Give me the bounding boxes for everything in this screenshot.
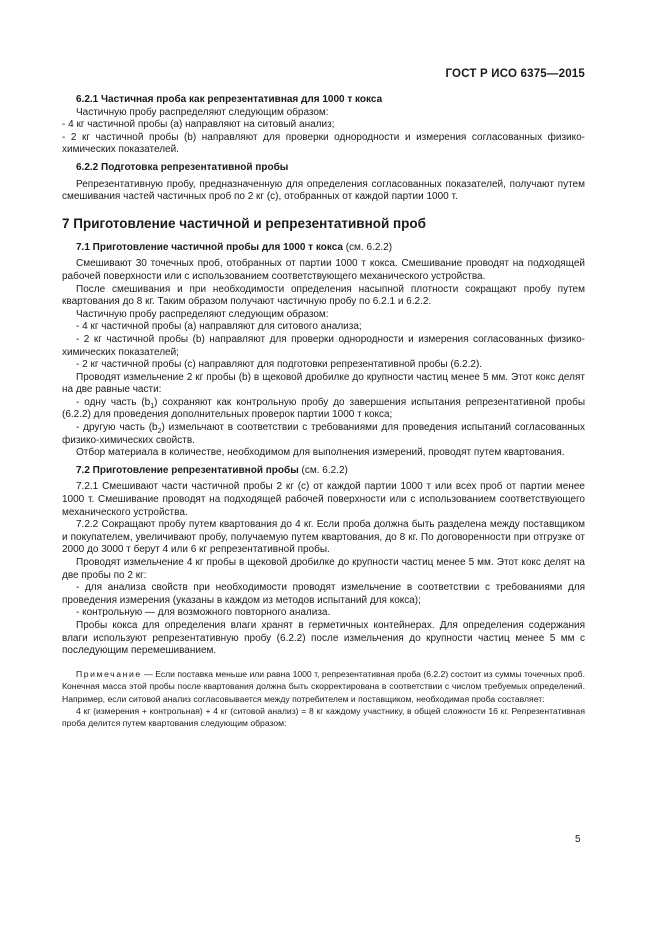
section-7-2-heading: 7.2 Приготовление репрезентативной пробы (76, 464, 299, 476)
note-block (62, 668, 585, 730)
paragraph: Проводят измельчение 2 кг пробы (b) в щековой дробилке до крупности частиц менее 5 мм. Этот кокс делят на две равные части: (62, 371, 585, 396)
paragraph-b2: - другую часть $(b_2)$ измельчают в соответствии с требованиями для проведения испытаний согласованных физико-химических свойств. (62, 422, 585, 446)
paragraph: - контрольную — для возможного повторного анализа. (76, 607, 331, 619)
paragraph: - 2 кг частичной пробы (с) направляют для подготовки репрезентативной пробы (6.2.2). (76, 359, 483, 371)
section-7-1-heading: 7.1 Приготовление частичной пробы для 1000 т кокса (76, 241, 343, 253)
section-7-heading: 7 Приготовление частичной и репрезентативной проб (62, 215, 427, 231)
note-label: Примечание (76, 668, 142, 679)
paragraph-b1: - одну часть $(b_1)$ сохраняют как контрольную пробу до завершения испытания репрезентативной пробы (6.2.2) для проведения дополнительных проверок партии 1000 т кокса; (62, 396, 586, 421)
paragraph: - 4 кг частичной пробы (а) направляют для ситового анализа; (76, 321, 362, 333)
paragraph: - для анализа свойств при необходимости проводят измельчение в соответствии с требованиями для проведения измерения (указаны в каждом из методов испытаний для кокса); (62, 582, 585, 606)
paragraph: - 2 кг частичной пробы (b) направляют для проверки однородности и измерения согласованных физико-химических показателей; (62, 333, 585, 358)
paragraph: 7.2.1 Смешивают части частичной пробы 2 кг (с) от каждой партии 1000 т или всех проб от партии менее 1000 т. Смешивание проводят на подходящей рабочей поверхности или с использованием соответствующего механического устройства. (62, 481, 585, 518)
document-id-header: ГОСТ Р ИСО 6375—2015 (445, 68, 585, 80)
section-7-1-ref: (см. 6.2.2) (342, 241, 393, 253)
paragraph: Смешивают 30 точечных проб, отобранных от партии 1000 т кокса. Смешивание проводят на подходящей рабочей поверхности или с использованием соответствующего механического устройства. (62, 258, 585, 282)
note-formula: 4 кг (измерения + контрольная) + 4 кг (ситовой анализ) = 8 кг каждому участнику, в общей сложности 16 кг. Репрезентативная проба делится путем квартования следующим образом: (62, 705, 585, 729)
section-6-2-2-heading: 6.2.2 Подготовка репрезентативной пробы (76, 161, 289, 173)
paragraph: - 2 кг частичной пробы (b) направляют для проверки однородности и измерения согласованных физико-химических показателей. (62, 131, 585, 156)
section-7-2-ref: (см. 6.2.2) (298, 464, 348, 476)
paragraph: Частичную пробу распределяют следующим образом: (76, 308, 329, 320)
paragraph: После смешивания и при необходимости определения насыпной плотности сокращают пробу путем квартования до 8 кг. Таким образом получают частичную пробу по 6.2.1 и 6.2.2. (62, 283, 585, 308)
section-6-2-1-heading: 6.2.1 Частичная проба как репрезентативная для 1000 т кокса (76, 94, 383, 105)
paragraph: Проводят измельчение 4 кг пробы в щековой дробилке до крупности частиц менее 5 мм. Этот кокс делят на две пробы по 2 кг: (62, 557, 585, 581)
note-text: — Если поставка меньше или равна 1000 т, репрезентативная проба (6.2.2) состоит из суммы точечных проб. Конечная масса этой пробы после квартования должна быть скорректирована в соответствии с числом требуемых определений. Например, если ситовой анализ согласовывается между потребителем и поставщиком, необходимая проба составляет: (62, 668, 585, 704)
paragraph: Пробы кокса для определения влаги хранят в герметичных контейнерах. Для определения содержания влаги используют репрезентативную пробу (6.2.2) после измельчения до крупности частиц менее 5 мм с последующим перемешиванием. (62, 619, 585, 657)
paragraph: 7.2.2 Сокращают пробу путем квартования до 4 кг. Если проба должна быть разделена между поставщиком и покупателем, увеличивают пробу, получаемую путем квартования, до 8 кг. По договоренности при отгрузке от 2000 до 3000 т берут 4 или 6 кг репрезентативной пробы. (62, 519, 585, 556)
paragraph: Частичную пробу распределяют следующим образом: (76, 106, 329, 118)
paragraph: - 4 кг частичной пробы (а) направляют на ситовый анализ; (62, 119, 335, 131)
document-body (62, 94, 585, 730)
paragraph: Репрезентативную пробу, предназначенную для определения согласованных показателей, получают путем смешивания частей частичных проб по 2 кг (с), отобранных от каждой партии 1000 т. (62, 178, 585, 203)
paragraph: Отбор материала в количестве, необходимом для выполнения измерений, проводят путем квартования. (76, 447, 565, 459)
page-number: 5 (575, 834, 581, 845)
